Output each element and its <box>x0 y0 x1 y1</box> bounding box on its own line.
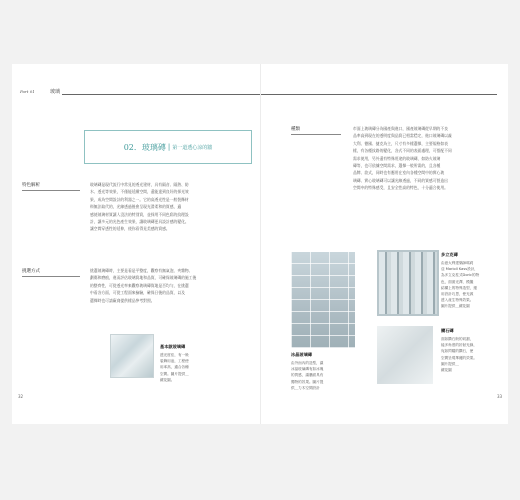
chapter-subtitle: 第一道透心涼的牆 <box>172 144 213 151</box>
chapter-title-box <box>84 130 252 164</box>
header-section-title: 玻璃 <box>50 89 61 95</box>
section-label-features: 特色解析 <box>22 183 40 188</box>
page-number-left: 32 <box>18 394 24 399</box>
caption-title-diamond-brick: 鑽石磚 <box>441 328 454 333</box>
basic-glass-brick-image <box>110 334 154 378</box>
title-separator: | <box>167 143 171 151</box>
header-rule <box>261 94 497 95</box>
caption-text-basic-brick: 透光度佳，有一般 裝飾用途，工程使 用率高，適合各種 空間。圖片提供＿ 鏡花園。 <box>160 353 189 382</box>
section-label-types: 種類 <box>291 127 300 132</box>
header-rule <box>62 94 260 95</box>
types-text: 市面上玻璃磚分為國產與進口，國產玻璃磚從早期的不良 品率高到現在的透明度與品質已相當穩定，進口玻璃磚以義 大利、德國、捷克為主，尺寸有多樣選擇，主要規格如表 樣，有各種紋路的變化，各式不同的表面處理，可搭配不同 需求使用，另外還有特殊用途的玻璃磚，如防火玻璃 磚等，也可依據空間需求，選擇一般所需的，且各種 品牌、款式，同時也有應用在室內各種空間中的實心玻 璃磚、實心玻璃磚可以讓光線透過，不同的質感可營造出 空間中的特殊感受，且安全性高的特色，十分適合使用。 <box>353 126 452 191</box>
book-spread <box>12 64 508 424</box>
section-rule <box>291 134 341 135</box>
caption-title-ice-brick: 冰晶玻璃磚 <box>291 352 312 357</box>
section-rule <box>22 276 80 277</box>
diamond-glass-brick-image <box>377 326 433 384</box>
right-page <box>261 64 508 424</box>
selection-text: 挑選玻璃磚時，主要是看是平整度，觀察有無氣泡、夾雜物、 劃傷和磨痕，進而評估玻璃質地和品質，可確保玻璃磚的施工後 的整齊性，可從透光率來觀察玻璃磚質地是否均勻，在挑選 中看各方面，可從工程面來檢驗，確保日後的品質，以及 選擇時也可請廠商提供樣品參考對照。 <box>90 268 197 303</box>
doric-glass-brick-image <box>377 250 439 316</box>
caption-title-doric-brick: 多立克磚 <box>441 252 458 257</box>
caption-text-diamond-brick: 面如鑽石般的切割， 能多角度的折射光線， 宛如閃耀的鑽石，使 空間呈現華麗的效果。 圖片提供＿ 鏡花園 <box>441 337 477 373</box>
left-page <box>12 64 260 424</box>
caption-text-ice-brick: 由外而內的造型，讓 冰晶玻璃磚有如冰塊 的質感，讓牆面具有 獨特的效果。圖片提 供＿力木空間設計 <box>291 361 324 390</box>
section-rule <box>22 190 80 191</box>
caption-title-basic-brick: 基本款玻璃磚 <box>160 344 186 349</box>
frosted-glass-brick-wall-image <box>291 252 355 348</box>
page-number-right: 33 <box>497 394 503 399</box>
features-text: 玻璃磚是現代流行中常見的透光建材，具有隔音、隔熱、防 水、透光等效果，不僅能延續空間，還能達到良好的採光效 果，成為空間設計的利器之一。它的高透光性是一般裝飾材 料無法取代的，光線透過後會呈現光滑柔和的質感，適 感使玻璃材質讓人沒法的特別質，並採用不同色彩的紋理設 計，讓多元的光色產生效果，讓玻璃磚更具設計感的變化。 讓空間穿透性的延伸，使你看得見美感的質感。 <box>90 182 189 232</box>
header-part-tag: Part 01 <box>20 89 35 94</box>
chapter-title: 02．玻璃磚 <box>123 142 166 152</box>
caption-text-doric-brick: 由意大利建築師瑪莉 亞 Marioll Kass設計， 為多立克柱式Doric的特 色，面面光澤，模擬 結構上的特殊造型，運 用設計巧思，使光源 透入產生特殊效果。 圖片提供＿鏡花園 <box>441 261 480 309</box>
section-label-selection: 挑選方式 <box>22 269 40 274</box>
